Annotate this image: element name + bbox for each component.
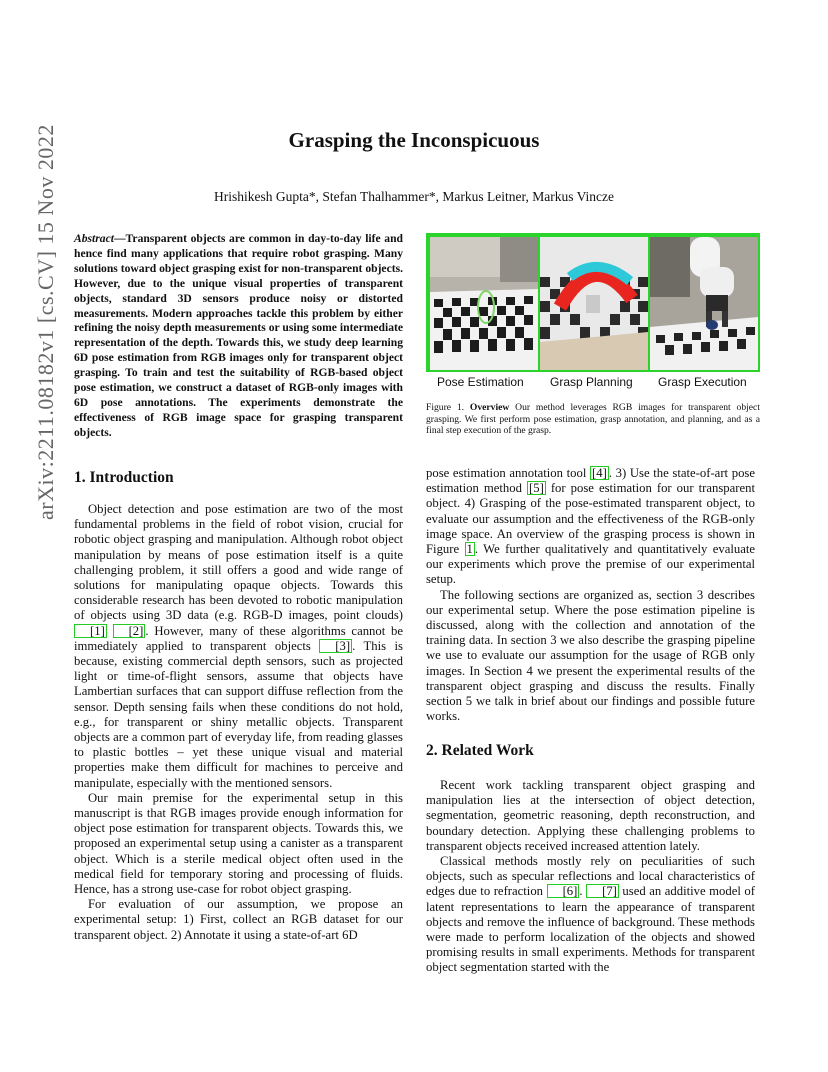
text-run: . xyxy=(579,884,587,899)
panel-label-pose-estimation: Pose Estimation xyxy=(437,375,524,389)
intro-paragraph-3-cont xyxy=(426,466,755,588)
related-paragraph-1: Recent work tackling transparent object grasping and manipulation lies at the intersection of object detection, segmentation, geometric reasoning, depth reconstruction, and boundary detection. Applying these challenging problems to transparent objects received increased attention lately. xyxy=(426,778,755,853)
figure-caption-text: Our method leverages RGB images for transparent object grasping. We first perform pose estimation, grasp annotation, and planning, and as a final step execution of the grasp. xyxy=(426,402,760,437)
text-run: Classical methods mostly rely on peculiarities of such objects, such as specular reflections and local characteristics of edges due to refraction xyxy=(426,854,755,899)
text-run: . We further qualitatively and quantitatively evaluate our experiments which prove the premise of our experimental setup. xyxy=(426,542,755,587)
paper-title: Grasping the Inconspicuous xyxy=(288,128,540,152)
figure-caption-bold: Overview xyxy=(469,402,510,413)
text-run: used an additive model of latent representations to learn the appearance of transparent objects and remove the influence of background. These methods were made to perform localization of the objects and showed promising results in small experiments. Methods for transparent object segmentation started with the xyxy=(426,884,755,975)
right-column-body xyxy=(426,466,755,724)
text-run: Object detection and pose estimation are two of the most fundamental problems in the field of robot vision, crucial for robotic object grasping and manipulation. Although robot object manipulation by means of pose estimation itself is a quite challenging problem, it still offers a good and wide range of solutions for manipulating opaque objects. Towards this considerable research has been devoted to robotic manipulation of objects using 3D data (e.g. RGB-D images, point clouds) xyxy=(74,502,403,623)
intro-paragraph-1 xyxy=(74,502,403,791)
panel-label-grasp-planning: Grasp Planning xyxy=(550,375,633,389)
abstract-label: Abstract xyxy=(74,232,114,245)
section-heading-introduction: 1. Introduction xyxy=(74,469,174,486)
related-work-body xyxy=(426,778,755,976)
text-run: for pose estimation for our transparent object. 4) Grasping of the pose-estimated transparent object, to evaluate our assumption and the effectiveness of the RGB-only image space. An overview of the grasping process is shown in Figure xyxy=(426,481,755,557)
text-run: . This is because, existing commercial depth sensors, such as projected light or time-of-flight sensors, assume that objects have Lambertian surfaces that can support diffuse reflection from the sensor. Depth sensing fails when these conditions do not hold, e.g., for transparent or shiny metallic objects. Transparent objects are a common part of everyday life, from reading glasses to plastic bottles – yet these unique visual and material properties make them difficult for machines to perceive and manipulate, especially with the mentioned sensors. xyxy=(74,638,403,790)
section-heading-related-work: 2. Related Work xyxy=(426,742,534,759)
citation-link[interactable]: [3] xyxy=(319,639,352,653)
grasp-execution-image xyxy=(650,237,758,370)
figure-caption-prefix: Figure 1. xyxy=(426,402,470,413)
figure-caption xyxy=(426,402,760,437)
related-paragraph-2 xyxy=(426,854,755,976)
pose-estimation-image xyxy=(430,237,538,370)
author-list: Hrishikesh Gupta*, Stefan Thalhammer*, Markus Leitner, Markus Vincze xyxy=(213,189,615,204)
abstract-text: —Transparent objects are common in day-to-day life and hence find many applications that require robot grasping. Many solutions toward object grasping exist for non-transparent objects. However, due to the unique visual properties of transparent objects, standard 3D sensors produce noisy or distorted measurements. Modern approaches tackle this problem by either refining the noisy depth measurements or using some intermediate representation of the depth. Towards this, we study deep learning 6D pose estimation from RGB images only for transparent object grasping. To train and test the suitability of RGB-based object pose estimation, we construct a dataset of RGB-only images with 6D pose annotations. The experiments demonstrate the effectiveness of RGB image space for grasping transparent objects. xyxy=(74,232,403,439)
panel-label-grasp-execution: Grasp Execution xyxy=(658,375,747,389)
citation-link[interactable]: [4] xyxy=(592,466,607,480)
arxiv-stamp: arXiv:2211.08182v1 [cs.CV] 15 Nov 2022 xyxy=(33,124,58,520)
intro-paragraph-2: Our main premise for the experimental setup in this manuscript is that RGB images provide enough information for object pose estimation for transparent objects. Towards this, we proposed an experimental setup using a canister as a transparent object. Which is a sterile medical object often used in the medical field for temporary storing and processing of fluids. Hence, has a strong use-case for robot object grasping. xyxy=(74,790,403,897)
citation-link[interactable]: [2] xyxy=(113,624,146,638)
citation-link[interactable]: [5] xyxy=(529,481,544,496)
text-run: pose estimation annotation tool xyxy=(426,466,591,480)
figure-reference-link[interactable]: 1 xyxy=(466,542,473,557)
citation-link[interactable]: [6] xyxy=(547,884,580,898)
text-run: . However, many of these algorithms cannot be immediately applied to transparent objects xyxy=(74,623,403,653)
citation-link[interactable]: [1] xyxy=(74,624,107,638)
grasp-planning-image xyxy=(540,237,648,370)
intro-paragraph-4: The following sections are organized as, section 3 describes our experimental setup. Where the pose estimation pipeline is discussed, along with the collection and annotation of the training data. In section 3 we also describe the grasping pipeline we use to evaluate our assumption for the usage of RGB only images. In Section 4 we present the experimental results of the transparent object grasping and discuss the results. Finally section 5 we talk in brief about our findings and possible future works. xyxy=(426,587,755,724)
left-column-body xyxy=(74,502,403,943)
intro-paragraph-3: For evaluation of our assumption, we propose an experimental setup: 1) First, collect an RGB dataset for our transparent object. 2) Annotate it using a state-of-art 6D xyxy=(74,897,403,942)
text-run: . 3) Use the state-of-art pose estimation method xyxy=(426,466,755,496)
abstract xyxy=(74,232,403,441)
figure-overview xyxy=(426,233,760,372)
citation-link[interactable]: [7] xyxy=(586,884,619,898)
